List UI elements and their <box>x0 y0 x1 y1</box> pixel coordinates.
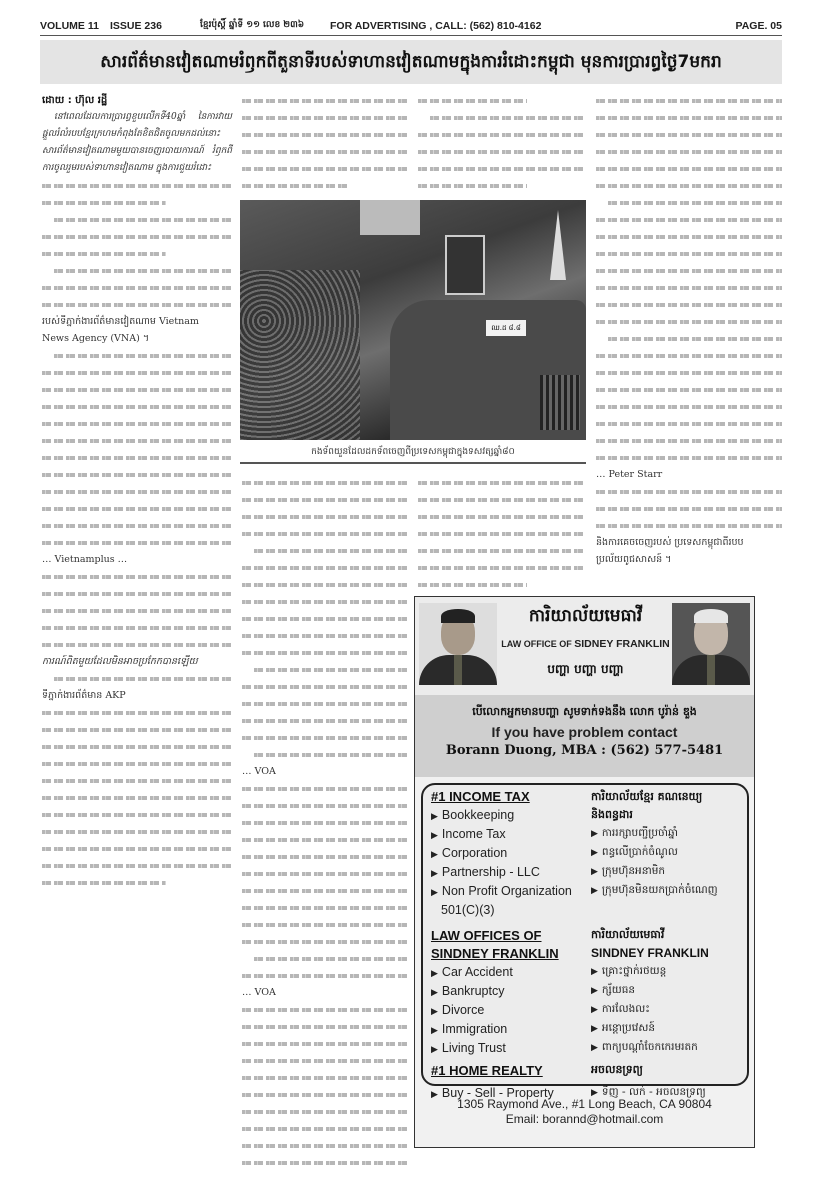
article-text-line <box>242 160 407 177</box>
quote-text: ការណ៍ពិតមួយដែលមិនអាចប្រកែកបានឡើយ <box>42 656 198 667</box>
realty-heading-khmer: អចលនទ្រព្យ <box>591 1063 643 1076</box>
vna-line: របស់ទីភ្នាក់ងារព័ត៌មានវៀតណាម Vietnam <box>42 316 199 327</box>
article-text-line <box>42 806 232 823</box>
article-text-line <box>242 491 408 508</box>
article-text-line <box>42 840 232 857</box>
triangle-bullet-icon: ▶ <box>431 849 438 859</box>
vietnamplus-mention: … Vietnamplus … <box>42 554 128 565</box>
article-text-line <box>42 279 232 296</box>
triangle-bullet-icon: ▶ <box>591 1005 598 1015</box>
article-text-line <box>242 559 408 576</box>
article-text-block <box>42 670 232 687</box>
article-text-line <box>242 508 408 525</box>
service-item: ▶ Car Accident <box>431 963 591 982</box>
article-text-line <box>596 160 782 177</box>
article-text-line <box>242 1035 408 1052</box>
article-column-4 <box>596 92 782 568</box>
voa-label-2: VOA <box>254 987 276 998</box>
article-text-block <box>42 568 232 653</box>
article-text-line <box>42 415 232 432</box>
article-text-line <box>596 330 782 347</box>
article-text-line <box>42 670 232 687</box>
photo-truck-grill <box>540 375 580 430</box>
article-text-line <box>242 1052 408 1069</box>
article-text-line <box>242 729 408 746</box>
ad-header <box>415 597 754 695</box>
service-item: ▶ Bankruptcy <box>431 982 591 1001</box>
article-text-line <box>242 1001 408 1018</box>
article-text-line <box>418 576 586 593</box>
vna-line-2: News Agency (VNA) ។ <box>42 333 150 344</box>
article-headline: សារព័ត៌មានវៀតណាមរំឭកពីតួនាទីរបស់ទាហានវៀតណាមក្នុងការរំដោះកម្ពុជា មុនការប្រារព្ធថ្ងៃ7មករា <box>100 52 722 72</box>
article-text-line <box>242 916 408 933</box>
article-text-line <box>42 874 232 891</box>
service-item-khmer: ▶ ពាក្យបណ្តាំចែកកេរមរតក <box>591 1038 747 1057</box>
article-text-line <box>242 1103 408 1120</box>
photo-caption: កងទ័ពយួនដែលដកទ័ពចេញពីប្រទេសកម្ពុជាក្នុងទសវត្សឆ្នាំ៨០ <box>240 446 586 464</box>
article-text-line <box>42 262 232 279</box>
article-text-line <box>596 364 782 381</box>
triangle-bullet-icon: ▶ <box>591 848 598 858</box>
service-item: ▶ Bookkeeping <box>431 806 591 825</box>
article-text-line <box>42 398 232 415</box>
article-text-line <box>42 585 232 602</box>
article-text-line <box>242 627 408 644</box>
service-item: ▶ Partnership - LLC <box>431 863 591 882</box>
masthead <box>40 18 782 36</box>
article-text-line <box>42 381 232 398</box>
article-text-line <box>242 92 407 109</box>
article-text-line <box>242 712 408 729</box>
article-text-line <box>242 899 408 916</box>
article-text-line <box>242 1154 408 1171</box>
triangle-bullet-icon: ▶ <box>431 868 438 878</box>
article-text-line <box>242 831 408 848</box>
service-item: ▶ Buy - Sell - Property <box>431 1084 591 1103</box>
triangle-bullet-icon: ▶ <box>591 886 598 896</box>
article-text-line <box>42 432 232 449</box>
triangle-bullet-icon: ▶ <box>431 811 438 821</box>
service-item-khmer: ▶ អន្តោប្រវេសន៍ <box>591 1019 747 1038</box>
article-text-line <box>596 432 782 449</box>
law-office-name: SIDNEY FRANKLIN <box>574 638 670 650</box>
article-text-line <box>42 466 232 483</box>
article-text-line <box>418 508 586 525</box>
article-text-line <box>596 279 782 296</box>
ad-email[interactable]: Email: borannd@hotmail.com <box>505 1112 664 1126</box>
article-text-line <box>242 1120 408 1137</box>
photo-borann-duong <box>419 603 497 685</box>
article-text-line <box>42 364 232 381</box>
article-text-line <box>42 636 232 653</box>
article-text-line <box>596 500 782 517</box>
article-text-line <box>42 534 232 551</box>
article-text-line <box>242 746 408 763</box>
article-text-line <box>242 695 408 712</box>
income-tax-heading-khmer-2: និងពន្ធដារ <box>591 808 633 821</box>
advertising-contact: FOR ADVERTISING , CALL: (562) 810-4162 <box>330 19 542 32</box>
photo-crowd <box>240 270 360 440</box>
article-text-line <box>596 194 782 211</box>
triangle-bullet-icon: ▶ <box>591 1024 598 1034</box>
news-photo <box>240 200 586 440</box>
service-item-khmer: ▶ ការលែងលះ <box>591 1000 747 1019</box>
triangle-bullet-icon: ▶ <box>591 986 598 996</box>
article-text-line <box>242 525 408 542</box>
law-offices-heading-khmer: ការិយាល័យមេធាវី <box>591 928 665 941</box>
article-text-line <box>596 296 782 313</box>
triangle-bullet-icon: ▶ <box>591 867 598 877</box>
article-text-line <box>242 797 408 814</box>
photo-plate: ឈ.ដ ៨.៨ <box>486 320 526 336</box>
photo-sidney-franklin <box>672 603 750 685</box>
contact-name-phone[interactable]: Borann Duong, MBA : (562) 577-5481 <box>445 743 724 758</box>
services-khmer <box>591 788 747 1102</box>
income-tax-heading-khmer-1: ការិយាល័យខ្មែរ គណនេយ្យ <box>591 790 703 803</box>
article-text-line <box>42 772 232 789</box>
article-text-line <box>418 126 586 143</box>
article-text-line <box>596 517 782 534</box>
article-text-line <box>242 865 408 882</box>
article-text-line <box>242 1069 408 1086</box>
article-text-line <box>596 449 782 466</box>
article-text-line <box>42 789 232 806</box>
service-item-khmer: ▶ ទិញ - លក់ - អចលនទ្រព្យ <box>591 1083 747 1102</box>
article-text-line <box>42 347 232 364</box>
voa-mention-1: … VOA <box>242 766 276 777</box>
peter-starr-name: Peter Starr <box>608 469 663 480</box>
article-text-line <box>242 593 408 610</box>
ad-address: 1305 Raymond Ave., #1 Long Beach, CA 90804 <box>457 1097 712 1111</box>
ad-title-khmer: ការិយាល័យមេធាវី <box>528 606 643 626</box>
article-text-line <box>242 126 407 143</box>
article-text-line <box>596 211 782 228</box>
akp-mention: ទីភ្នាក់ងារព័ត៌មាន AKP <box>42 690 126 701</box>
article-text-line <box>42 211 232 228</box>
service-item-khmer: ▶ ក្ស័យធន <box>591 981 747 1000</box>
triangle-bullet-icon: ▶ <box>431 968 438 978</box>
contact-khmer: បើលោកអ្នកមានបញ្ហា សូមទាក់ទងនឹង លោក បូរ៉ាន់ ឌួង <box>472 705 697 718</box>
article-text-line <box>242 576 408 593</box>
article-text-line <box>42 245 232 262</box>
article-text-line <box>418 143 586 160</box>
triangle-bullet-icon: ▶ <box>591 1088 598 1098</box>
vietnamplus-name: Vietnamplus <box>54 554 115 565</box>
article-text-line <box>242 933 408 950</box>
article-text-line <box>242 177 407 194</box>
article-text-block <box>42 177 232 313</box>
article-text-line <box>242 610 408 627</box>
ad-services-box <box>421 783 749 1100</box>
law-offices-heading-2: SINDNEY FRANKLIN <box>431 946 559 961</box>
article-text-line <box>596 245 782 262</box>
article-text-line <box>42 296 232 313</box>
article-text-line <box>242 848 408 865</box>
article-text-line <box>418 474 586 491</box>
article-text-line <box>42 500 232 517</box>
article-text-line <box>242 1018 408 1035</box>
article-text-line <box>42 823 232 840</box>
article-text-line <box>42 483 232 500</box>
service-item: ▶ Immigration <box>431 1020 591 1039</box>
triangle-bullet-icon: ▶ <box>431 1025 438 1035</box>
service-item-khmer: ▶ ការរក្សាបញ្ជីប្រចាំឆ្នាំ <box>591 824 747 843</box>
income-tax-heading: #1 INCOME TAX <box>431 789 530 804</box>
article-text-line <box>418 92 586 109</box>
article-text-line <box>596 143 782 160</box>
law-office-prefix: LAW OFFICE OF <box>501 639 572 649</box>
article-text-line <box>42 177 232 194</box>
ad-address-block <box>415 1097 754 1127</box>
triangle-bullet-icon: ▶ <box>431 987 438 997</box>
article-text-line <box>42 857 232 874</box>
article-text-line <box>42 568 232 585</box>
article-text-line <box>242 143 407 160</box>
triangle-bullet-icon: ▶ <box>431 1006 438 1016</box>
article-text-line <box>418 160 586 177</box>
law-offices-heading-english: SINDNEY FRANKLIN <box>591 946 709 960</box>
peter-starr-mention: … Peter Starr <box>596 469 663 480</box>
article-text-line <box>596 92 782 109</box>
triangle-bullet-icon: ▶ <box>431 1089 438 1099</box>
article-text-line <box>596 126 782 143</box>
law-office-advertisement <box>414 596 755 1148</box>
article-text-line <box>418 109 586 126</box>
voa-label: VOA <box>254 766 276 777</box>
service-item: ▶ Income Tax <box>431 825 591 844</box>
article-text-line <box>418 177 586 194</box>
article-column-3-top <box>418 92 586 194</box>
article-text-line <box>42 517 232 534</box>
byline: ដោយ : ហ៊ុល រដ្ឋី <box>42 95 108 106</box>
triangle-bullet-icon: ▶ <box>431 1044 438 1054</box>
law-offices-heading-1: LAW OFFICES OF <box>431 928 542 943</box>
service-item-khmer: ▶ ក្រុមហ៊ុនមិនយកប្រាក់ចំណេញ <box>591 881 747 900</box>
article-column-1 <box>42 92 232 891</box>
article-text-line <box>596 177 782 194</box>
article-text-line <box>242 814 408 831</box>
service-item: ▶ Non Profit Organization <box>431 882 591 901</box>
volume-label: VOLUME 11 <box>40 19 99 32</box>
article-column-3-lower <box>418 474 586 593</box>
service-item-khmer: ▶ ពន្ធលើប្រាក់ចំណូល <box>591 843 747 862</box>
article-text-block <box>42 704 232 891</box>
triangle-bullet-icon: ▶ <box>591 967 598 977</box>
realty-heading: #1 HOME REALTY <box>431 1063 543 1078</box>
article-text-line <box>596 109 782 126</box>
triangle-bullet-icon: ▶ <box>591 829 598 839</box>
article-text-line <box>242 950 408 967</box>
article-column-2-top <box>242 92 407 194</box>
article-text-line <box>42 721 232 738</box>
photo-flag <box>550 210 566 280</box>
article-ending: និងការគេចចេញរបស់ ប្រទេសកម្ពុជាពីរបបប្រល័យពូជសាសន៍ ។ <box>596 537 744 565</box>
article-text-line <box>596 313 782 330</box>
photo-sky <box>360 200 420 235</box>
article-text-line <box>596 381 782 398</box>
service-item-khmer: ▶ គ្រោះថ្នាក់រថយន្ត <box>591 962 747 981</box>
article-text-line <box>596 483 782 500</box>
ad-problem-khmer: បញ្ហា បញ្ហា បញ្ហា <box>547 662 624 676</box>
article-column-2-lower <box>242 474 408 1171</box>
article-text-line <box>42 449 232 466</box>
article-text-line <box>242 661 408 678</box>
khmer-issue-label: ខ្មែរប៉ុស្តិ៍ ឆ្នាំទី ១១ លេខ ២៣៦ <box>200 20 305 30</box>
photo-portrait-frame <box>445 235 485 295</box>
triangle-bullet-icon: ▶ <box>591 1043 598 1053</box>
triangle-bullet-icon: ▶ <box>431 887 438 897</box>
article-text-line <box>242 678 408 695</box>
article-text-line <box>242 109 407 126</box>
service-item: ▶ Corporation <box>431 844 591 863</box>
service-item: ▶ Living Trust <box>431 1039 591 1058</box>
article-text-block <box>42 347 232 551</box>
article-text-line <box>42 619 232 636</box>
article-text-line <box>596 262 782 279</box>
triangle-bullet-icon: ▶ <box>431 830 438 840</box>
article-text-line <box>242 542 408 559</box>
service-item-khmer: ▶ ក្រុមហ៊ុនអនាមិក <box>591 862 747 881</box>
services-english <box>431 788 591 1103</box>
article-text-line <box>42 228 232 245</box>
article-intro: នៅពេលដែលការប្រារព្ធខួបលើកទី40ឆ្នាំ នៃការវាយផ្តួលរំលំរបបខ្មែរក្រហមកំពុងតែខិតជិតចូលមកដល់នោះ សារព័ត៌មានវៀតណាមមួយបានចេញរបាយការណ៍ រំឭកពីការចូលរួមរបស់ទាហានវៀតណាម ក្នុងការជួយរំដោះ <box>42 112 232 173</box>
article-text-line <box>596 415 782 432</box>
article-text-line <box>596 228 782 245</box>
article-text-line <box>42 602 232 619</box>
issue-label: ISSUE 236 <box>110 19 162 32</box>
article-text-line <box>242 780 408 797</box>
article-text-line <box>418 525 586 542</box>
voa-mention-2: … VOA <box>242 987 276 998</box>
article-text-line <box>42 755 232 772</box>
service-item: ▶ Divorce <box>431 1001 591 1020</box>
article-text-line <box>242 967 408 984</box>
article-text-line <box>418 491 586 508</box>
article-text-line <box>42 738 232 755</box>
article-text-line <box>42 194 232 211</box>
headline-band <box>40 40 782 84</box>
service-item-continued: 501(C)(3) <box>441 903 495 917</box>
article-text-line <box>42 704 232 721</box>
article-text-line <box>418 542 586 559</box>
article-text-line <box>596 398 782 415</box>
article-text-line <box>242 1086 408 1103</box>
contact-english: If you have problem contact <box>491 724 678 740</box>
article-text-line <box>596 347 782 364</box>
article-text-line <box>242 644 408 661</box>
article-text-line <box>242 1137 408 1154</box>
ad-law-office-title <box>501 637 670 651</box>
article-text-line <box>418 559 586 576</box>
page-number: PAGE. 05 <box>735 19 782 32</box>
article-text-line <box>242 474 408 491</box>
article-text-line <box>242 882 408 899</box>
ad-contact-band <box>415 695 754 777</box>
